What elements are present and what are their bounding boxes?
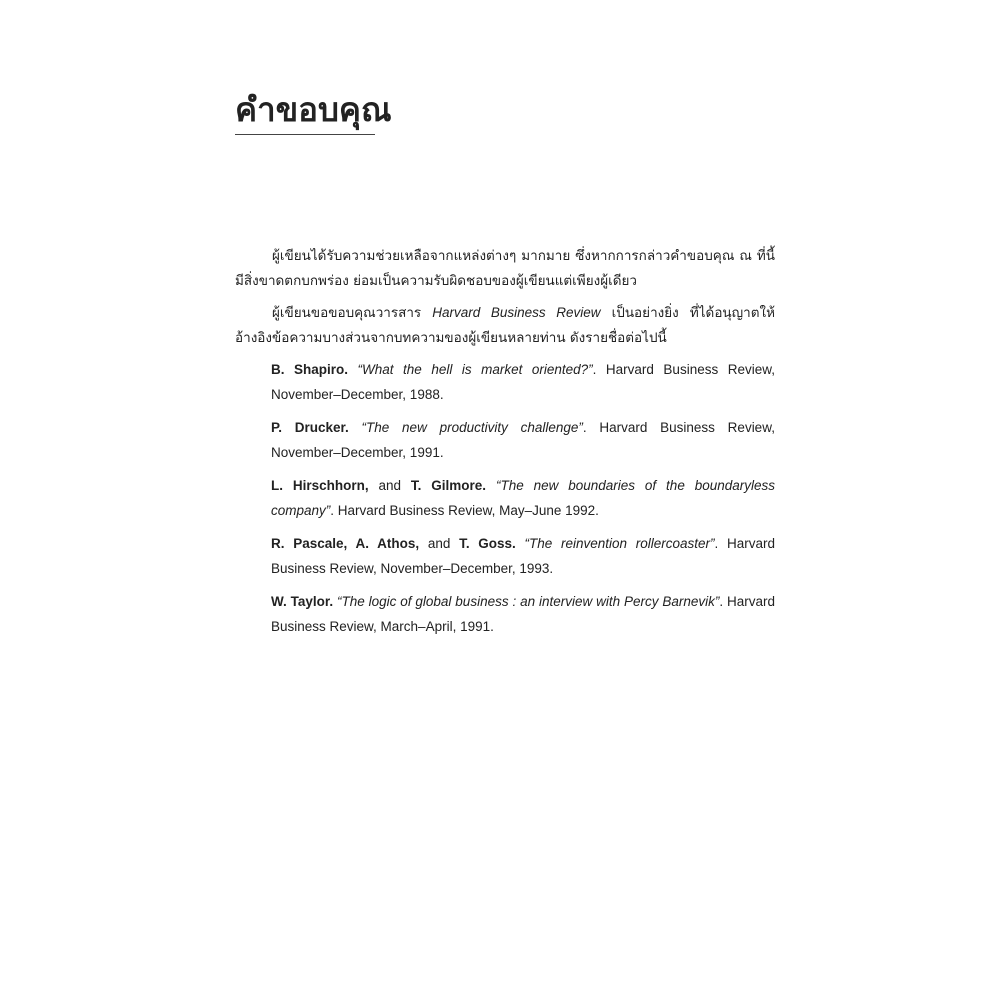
reference-author: R. Pascale, A. Athos,: [271, 536, 420, 551]
reference-item: [271, 531, 775, 581]
reference-list: [271, 357, 775, 639]
reference-source: . Harvard Business Review, March–April, 1991.: [271, 594, 775, 634]
document-body: [235, 244, 775, 647]
journal-name: Harvard Business Review: [432, 305, 601, 320]
reference-author: T. Gilmore.: [410, 478, 487, 493]
reference-source: . Harvard Business Review, November–December, 1991.: [271, 420, 775, 460]
intro-paragraph: ผู้เขียนได้รับความช่วยเหลือจากแหล่งต่างๆ มากมาย ซึ่งหากการกล่าวคำขอบคุณ ณ ที่นี้มีสิ่งขาดตกบกพร่อง ย่อมเป็นความรับผิดชอบของผู้เขียนแต่เพียงผู้เดียว: [235, 248, 775, 289]
page-title: คำขอบคุณ: [235, 90, 392, 129]
reference-item: [271, 415, 775, 465]
reference-conjunction: and: [419, 536, 460, 551]
reference-author: W. Taylor.: [271, 594, 334, 609]
reference-author: P. Drucker.: [271, 420, 349, 435]
reference-title: “The logic of global business : an interview with Percy Barnevik”: [337, 594, 720, 609]
reference-source: . Harvard Business Review, November–December, 1993.: [271, 536, 775, 576]
reference-title: “The reinvention rollercoaster”: [524, 536, 715, 551]
reference-title: “The new productivity challenge”: [361, 420, 583, 435]
reference-title: “The new boundaries of the boundaryless company”: [271, 478, 775, 518]
reference-item: [271, 589, 775, 639]
reference-author: T. Goss.: [459, 536, 516, 551]
acknowledgement-text-start: ผู้เขียนขอขอบคุณวารสาร: [272, 305, 433, 321]
acknowledgement-paragraph: [235, 300, 775, 351]
reference-source: . Harvard Business Review, November–December, 1988.: [271, 362, 775, 402]
reference-item: [271, 473, 775, 523]
reference-conjunction: and: [368, 478, 411, 493]
title-underline: [235, 134, 375, 135]
reference-source: . Harvard Business Review, May–June 1992.: [330, 503, 599, 518]
reference-author: L. Hirschhorn,: [271, 478, 369, 493]
acknowledgement-text-end: เป็นอย่างยิ่ง ที่ได้อนุญาตให้อ้างอิงข้อความบางส่วนจากบทความของผู้เขียนหลายท่าน ดังรายชื่อต่อไปนี้: [235, 305, 775, 346]
reference-title: “What the hell is market oriented?”: [357, 362, 593, 377]
reference-author: B. Shapiro.: [271, 362, 349, 377]
reference-item: [271, 357, 775, 407]
